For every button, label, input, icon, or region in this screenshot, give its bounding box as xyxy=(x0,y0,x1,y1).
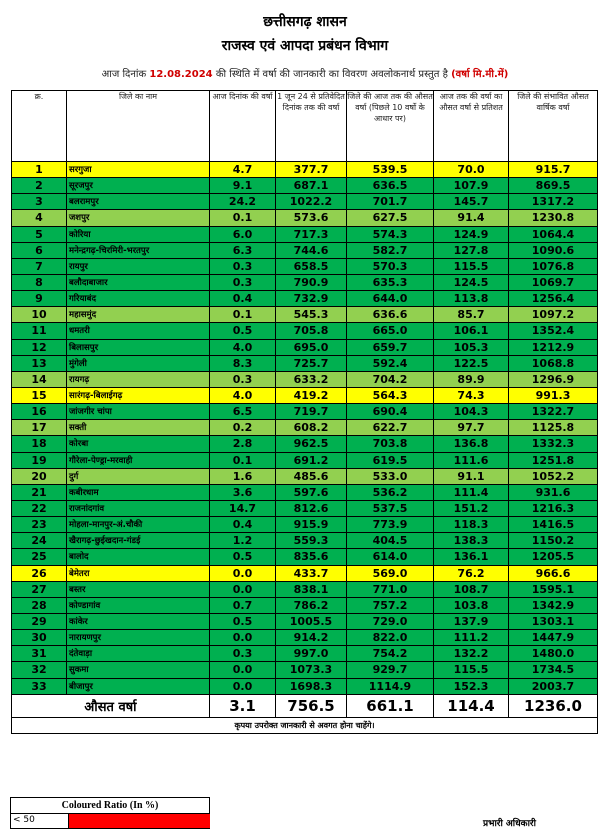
row-avg-till-date: 537.5 xyxy=(347,500,434,516)
row-today-rain: 0.1 xyxy=(210,210,276,226)
row-annual-avg: 869.5 xyxy=(509,178,598,194)
row-today-rain: 0.4 xyxy=(210,291,276,307)
row-avg-till-date: 773.9 xyxy=(347,517,434,533)
row-today-rain: 0.4 xyxy=(210,517,276,533)
row-since-june: 717.3 xyxy=(276,226,347,242)
row-annual-avg: 1480.0 xyxy=(509,646,598,662)
header-subtitle: राजस्व एवं आपदा प्रबंधन विभाग xyxy=(221,38,389,54)
row-district-name: नारायणपुर xyxy=(67,630,210,646)
row-serial: 4 xyxy=(12,210,67,226)
row-percent: 124.9 xyxy=(434,226,509,242)
table-row xyxy=(12,355,598,371)
row-avg-till-date: 822.0 xyxy=(347,630,434,646)
row-today-rain: 1.6 xyxy=(210,468,276,484)
row-serial: 9 xyxy=(12,291,67,307)
row-annual-avg: 1064.4 xyxy=(509,226,598,242)
row-serial: 11 xyxy=(12,323,67,339)
row-today-rain: 0.3 xyxy=(210,274,276,290)
table-row xyxy=(12,517,598,533)
row-district-name: खैरागढ़-छुईखदान-गंडई xyxy=(67,533,210,549)
row-district-name: बालोद xyxy=(67,549,210,565)
row-serial: 14 xyxy=(12,371,67,387)
row-annual-avg: 1256.4 xyxy=(509,291,598,307)
report-date: 12.08.2024 xyxy=(149,69,213,80)
row-annual-avg: 1230.8 xyxy=(509,210,598,226)
row-annual-avg: 915.7 xyxy=(509,162,598,178)
row-today-rain: 4.0 xyxy=(210,339,276,355)
average-percent: 114.4 xyxy=(434,694,509,717)
row-today-rain: 0.2 xyxy=(210,420,276,436)
row-since-june: 633.2 xyxy=(276,371,347,387)
row-serial: 19 xyxy=(12,452,67,468)
row-district-name: बीजापुर xyxy=(67,678,210,694)
row-today-rain: 0.0 xyxy=(210,662,276,678)
row-percent: 137.9 xyxy=(434,613,509,629)
row-annual-avg: 1150.2 xyxy=(509,533,598,549)
row-district-name: दंतेवाड़ा xyxy=(67,646,210,662)
row-avg-till-date: 635.3 xyxy=(347,274,434,290)
row-since-june: 608.2 xyxy=(276,420,347,436)
row-avg-till-date: 536.2 xyxy=(347,484,434,500)
row-annual-avg: 1416.5 xyxy=(509,517,598,533)
row-avg-till-date: 704.2 xyxy=(347,371,434,387)
row-percent: 124.5 xyxy=(434,274,509,290)
row-percent: 85.7 xyxy=(434,307,509,323)
row-annual-avg: 1052.2 xyxy=(509,468,598,484)
row-serial: 6 xyxy=(12,242,67,258)
row-annual-avg: 1205.5 xyxy=(509,549,598,565)
row-since-june: 377.7 xyxy=(276,162,347,178)
row-avg-till-date: 703.8 xyxy=(347,436,434,452)
table-row xyxy=(12,630,598,646)
row-serial: 32 xyxy=(12,662,67,678)
table-row xyxy=(12,662,598,678)
row-percent: 138.3 xyxy=(434,533,509,549)
row-annual-avg: 1069.7 xyxy=(509,274,598,290)
row-percent: 91.1 xyxy=(434,468,509,484)
row-district-name: जांजगीर चांपा xyxy=(67,404,210,420)
row-annual-avg: 1734.5 xyxy=(509,662,598,678)
row-avg-till-date: 665.0 xyxy=(347,323,434,339)
row-since-june: 812.6 xyxy=(276,500,347,516)
row-district-name: बलौदाबाजार xyxy=(67,274,210,290)
table-row xyxy=(12,613,598,629)
average-today: 3.1 xyxy=(210,694,276,717)
col-district: जिले का नाम xyxy=(67,91,210,162)
row-percent: 118.3 xyxy=(434,517,509,533)
row-avg-till-date: 644.0 xyxy=(347,291,434,307)
row-annual-avg: 931.6 xyxy=(509,484,598,500)
row-today-rain: 0.5 xyxy=(210,613,276,629)
col-today-rain: आज दिनांक की वर्षा xyxy=(210,91,276,162)
row-district-name: धमतरी xyxy=(67,323,210,339)
row-district-name: बलरामपुर xyxy=(67,194,210,210)
row-avg-till-date: 627.5 xyxy=(347,210,434,226)
note-text: कृपया उपरोक्त जानकारी से अवगत होना चाहेंगे। xyxy=(12,717,598,733)
table-row xyxy=(12,307,598,323)
row-today-rain: 6.5 xyxy=(210,404,276,420)
row-avg-till-date: 690.4 xyxy=(347,404,434,420)
row-annual-avg: 1212.9 xyxy=(509,339,598,355)
table-row xyxy=(12,420,598,436)
row-today-rain: 9.1 xyxy=(210,178,276,194)
legend-key: < 50 xyxy=(13,815,35,825)
row-today-rain: 0.3 xyxy=(210,646,276,662)
row-district-name: गरियाबंद xyxy=(67,291,210,307)
row-since-june: 695.0 xyxy=(276,339,347,355)
row-district-name: कोण्डागांव xyxy=(67,597,210,613)
row-since-june: 597.6 xyxy=(276,484,347,500)
row-annual-avg: 991.3 xyxy=(509,387,598,403)
row-avg-till-date: 636.5 xyxy=(347,178,434,194)
row-since-june: 838.1 xyxy=(276,581,347,597)
row-avg-till-date: 574.3 xyxy=(347,226,434,242)
col-serial: क्र. xyxy=(12,91,67,162)
row-serial: 20 xyxy=(12,468,67,484)
row-today-rain: 0.1 xyxy=(210,307,276,323)
row-today-rain: 0.0 xyxy=(210,565,276,581)
row-percent: 108.7 xyxy=(434,581,509,597)
row-serial: 13 xyxy=(12,355,67,371)
row-avg-till-date: 771.0 xyxy=(347,581,434,597)
legend-title: Coloured Ratio (In %) xyxy=(11,798,209,814)
row-avg-till-date: 570.3 xyxy=(347,258,434,274)
row-serial: 23 xyxy=(12,517,67,533)
table-row xyxy=(12,371,598,387)
row-percent: 115.5 xyxy=(434,258,509,274)
row-today-rain: 4.0 xyxy=(210,387,276,403)
row-annual-avg: 1595.1 xyxy=(509,581,598,597)
row-today-rain: 8.3 xyxy=(210,355,276,371)
row-today-rain: 0.0 xyxy=(210,678,276,694)
average-label: औसत वर्षा xyxy=(12,694,210,717)
table-row xyxy=(12,226,598,242)
col-since-june: 1 जून 24 से प्रतिवेदित दिनांक तक की वर्षा xyxy=(276,91,347,162)
row-district-name: कोरिया xyxy=(67,226,210,242)
row-avg-till-date: 701.7 xyxy=(347,194,434,210)
row-today-rain: 3.6 xyxy=(210,484,276,500)
row-avg-till-date: 533.0 xyxy=(347,468,434,484)
row-since-june: 559.3 xyxy=(276,533,347,549)
row-district-name: गौरेला-पेण्ड्रा-मरवाही xyxy=(67,452,210,468)
rainfall-table xyxy=(11,90,598,734)
row-annual-avg: 1303.1 xyxy=(509,613,598,629)
table-row xyxy=(12,452,598,468)
row-annual-avg: 2003.7 xyxy=(509,678,598,694)
row-percent: 74.3 xyxy=(434,387,509,403)
row-since-june: 1005.5 xyxy=(276,613,347,629)
row-percent: 151.2 xyxy=(434,500,509,516)
row-avg-till-date: 539.5 xyxy=(347,162,434,178)
legend-row xyxy=(11,814,209,828)
row-today-rain: 0.0 xyxy=(210,630,276,646)
row-serial: 16 xyxy=(12,404,67,420)
row-annual-avg: 1332.3 xyxy=(509,436,598,452)
row-annual-avg: 1296.9 xyxy=(509,371,598,387)
table-row xyxy=(12,597,598,613)
average-avg-till: 661.1 xyxy=(347,694,434,717)
row-percent: 70.0 xyxy=(434,162,509,178)
row-serial: 8 xyxy=(12,274,67,290)
row-percent: 97.7 xyxy=(434,420,509,436)
color-legend xyxy=(10,797,210,829)
row-avg-till-date: 622.7 xyxy=(347,420,434,436)
row-district-name: सरगुजा xyxy=(67,162,210,178)
row-district-name: रायपुर xyxy=(67,258,210,274)
table-row xyxy=(12,646,598,662)
row-since-june: 419.2 xyxy=(276,387,347,403)
row-avg-till-date: 592.4 xyxy=(347,355,434,371)
table-row xyxy=(12,242,598,258)
row-district-name: बस्तर xyxy=(67,581,210,597)
row-since-june: 915.9 xyxy=(276,517,347,533)
row-percent: 76.2 xyxy=(434,565,509,581)
row-avg-till-date: 564.3 xyxy=(347,387,434,403)
row-serial: 21 xyxy=(12,484,67,500)
row-percent: 107.9 xyxy=(434,178,509,194)
row-avg-till-date: 729.0 xyxy=(347,613,434,629)
row-percent: 145.7 xyxy=(434,194,509,210)
row-district-name: कबीरधाम xyxy=(67,484,210,500)
row-percent: 136.1 xyxy=(434,549,509,565)
col-avg-till-date: जिले की आज तक की औसत वर्षा (पिछले 10 वर्षो के आधार पर) xyxy=(347,91,434,162)
row-today-rain: 6.3 xyxy=(210,242,276,258)
table-row xyxy=(12,436,598,452)
header-title: छत्तीसगढ़ शासन xyxy=(263,14,347,30)
row-serial: 30 xyxy=(12,630,67,646)
row-serial: 27 xyxy=(12,581,67,597)
info-prefix: आज दिनांक xyxy=(101,69,147,80)
row-serial: 15 xyxy=(12,387,67,403)
row-avg-till-date: 582.7 xyxy=(347,242,434,258)
row-today-rain: 0.3 xyxy=(210,258,276,274)
row-percent: 106.1 xyxy=(434,323,509,339)
row-district-name: बेमेतरा xyxy=(67,565,210,581)
row-since-june: 725.7 xyxy=(276,355,347,371)
row-district-name: जशपुर xyxy=(67,210,210,226)
row-today-rain: 0.7 xyxy=(210,597,276,613)
row-today-rain: 14.7 xyxy=(210,500,276,516)
table-row xyxy=(12,404,598,420)
row-since-june: 786.2 xyxy=(276,597,347,613)
row-district-name: कांकेर xyxy=(67,613,210,629)
row-serial: 10 xyxy=(12,307,67,323)
row-since-june: 790.9 xyxy=(276,274,347,290)
row-since-june: 658.5 xyxy=(276,258,347,274)
row-percent: 152.3 xyxy=(434,678,509,694)
table-row xyxy=(12,387,598,403)
table-row xyxy=(12,162,598,178)
row-today-rain: 1.2 xyxy=(210,533,276,549)
row-serial: 17 xyxy=(12,420,67,436)
table-row xyxy=(12,178,598,194)
table-header-row xyxy=(12,91,598,162)
row-today-rain: 0.5 xyxy=(210,323,276,339)
row-serial: 7 xyxy=(12,258,67,274)
row-annual-avg: 1317.2 xyxy=(509,194,598,210)
note-row xyxy=(12,717,598,733)
row-percent: 132.2 xyxy=(434,646,509,662)
row-avg-till-date: 636.6 xyxy=(347,307,434,323)
row-today-rain: 0.3 xyxy=(210,371,276,387)
row-since-june: 573.6 xyxy=(276,210,347,226)
row-today-rain: 2.8 xyxy=(210,436,276,452)
row-serial: 29 xyxy=(12,613,67,629)
row-district-name: बिलासपुर xyxy=(67,339,210,355)
row-district-name: सुकमा xyxy=(67,662,210,678)
row-since-june: 545.3 xyxy=(276,307,347,323)
row-district-name: राजनांदगांव xyxy=(67,500,210,516)
row-since-june: 962.5 xyxy=(276,436,347,452)
row-district-name: महासमुंद xyxy=(67,307,210,323)
table-row xyxy=(12,468,598,484)
report-info-line xyxy=(0,66,610,80)
row-percent: 105.3 xyxy=(434,339,509,355)
row-district-name: सक्ती xyxy=(67,420,210,436)
row-percent: 111.6 xyxy=(434,452,509,468)
table-row xyxy=(12,339,598,355)
row-district-name: मनेन्द्रगढ़-चिरमिरी-भरतपुर xyxy=(67,242,210,258)
row-avg-till-date: 757.2 xyxy=(347,597,434,613)
row-annual-avg: 1251.8 xyxy=(509,452,598,468)
row-avg-till-date: 569.0 xyxy=(347,565,434,581)
row-percent: 127.8 xyxy=(434,242,509,258)
row-since-june: 1073.3 xyxy=(276,662,347,678)
row-annual-avg: 1216.3 xyxy=(509,500,598,516)
row-annual-avg: 1322.7 xyxy=(509,404,598,420)
row-since-june: 744.6 xyxy=(276,242,347,258)
row-today-rain: 0.1 xyxy=(210,452,276,468)
row-since-june: 1698.3 xyxy=(276,678,347,694)
row-serial: 33 xyxy=(12,678,67,694)
row-serial: 24 xyxy=(12,533,67,549)
row-since-june: 719.7 xyxy=(276,404,347,420)
row-since-june: 433.7 xyxy=(276,565,347,581)
row-today-rain: 0.0 xyxy=(210,581,276,597)
row-since-june: 997.0 xyxy=(276,646,347,662)
row-today-rain: 0.5 xyxy=(210,549,276,565)
row-district-name: रायगढ़ xyxy=(67,371,210,387)
row-serial: 3 xyxy=(12,194,67,210)
row-avg-till-date: 614.0 xyxy=(347,549,434,565)
table-body xyxy=(12,162,598,695)
row-annual-avg: 1352.4 xyxy=(509,323,598,339)
row-district-name: कोरबा xyxy=(67,436,210,452)
average-since-june: 756.5 xyxy=(276,694,347,717)
row-since-june: 687.1 xyxy=(276,178,347,194)
row-annual-avg: 966.6 xyxy=(509,565,598,581)
row-serial: 28 xyxy=(12,597,67,613)
row-percent: 89.9 xyxy=(434,371,509,387)
table-row xyxy=(12,581,598,597)
row-since-june: 914.2 xyxy=(276,630,347,646)
row-today-rain: 24.2 xyxy=(210,194,276,210)
row-avg-till-date: 754.2 xyxy=(347,646,434,662)
table-row xyxy=(12,500,598,516)
row-percent: 103.8 xyxy=(434,597,509,613)
row-district-name: सारंगढ़-बिलाईगढ़ xyxy=(67,387,210,403)
row-since-june: 705.8 xyxy=(276,323,347,339)
col-percent: आज तक की वर्षा का औसत वर्षा से प्रतिशत xyxy=(434,91,509,162)
row-today-rain: 4.7 xyxy=(210,162,276,178)
row-since-june: 835.6 xyxy=(276,549,347,565)
row-district-name: सूरजपुर xyxy=(67,178,210,194)
row-percent: 111.2 xyxy=(434,630,509,646)
table-row xyxy=(12,533,598,549)
row-serial: 26 xyxy=(12,565,67,581)
row-serial: 18 xyxy=(12,436,67,452)
average-row xyxy=(12,694,598,717)
row-avg-till-date: 619.5 xyxy=(347,452,434,468)
row-avg-till-date: 659.7 xyxy=(347,339,434,355)
table-row xyxy=(12,258,598,274)
row-percent: 122.5 xyxy=(434,355,509,371)
row-annual-avg: 1342.9 xyxy=(509,597,598,613)
row-serial: 2 xyxy=(12,178,67,194)
row-serial: 5 xyxy=(12,226,67,242)
row-serial: 31 xyxy=(12,646,67,662)
row-percent: 91.4 xyxy=(434,210,509,226)
row-serial: 1 xyxy=(12,162,67,178)
row-avg-till-date: 404.5 xyxy=(347,533,434,549)
row-district-name: मुंगेली xyxy=(67,355,210,371)
row-percent: 115.5 xyxy=(434,662,509,678)
table-row xyxy=(12,323,598,339)
table-row xyxy=(12,194,598,210)
row-percent: 104.3 xyxy=(434,404,509,420)
row-district-name: दुर्ग xyxy=(67,468,210,484)
row-today-rain: 6.0 xyxy=(210,226,276,242)
row-annual-avg: 1076.8 xyxy=(509,258,598,274)
row-avg-till-date: 929.7 xyxy=(347,662,434,678)
row-annual-avg: 1125.8 xyxy=(509,420,598,436)
row-serial: 25 xyxy=(12,549,67,565)
row-since-june: 485.6 xyxy=(276,468,347,484)
row-annual-avg: 1068.8 xyxy=(509,355,598,371)
average-annual: 1236.0 xyxy=(509,694,598,717)
info-suffix: की स्थिति में वर्षा की जानकारी का विवरण अवलोकनार्थ प्रस्तुत है xyxy=(215,69,448,80)
row-since-june: 1022.2 xyxy=(276,194,347,210)
row-annual-avg: 1097.2 xyxy=(509,307,598,323)
table-row xyxy=(12,484,598,500)
table-row xyxy=(12,291,598,307)
legend-swatch-red xyxy=(68,814,210,828)
row-annual-avg: 1090.6 xyxy=(509,242,598,258)
row-percent: 111.4 xyxy=(434,484,509,500)
col-annual-avg: जिले की संभावित औसत वार्षिक वर्षा xyxy=(509,91,598,162)
row-percent: 136.8 xyxy=(434,436,509,452)
signature-label: प्रभारी अधिकारी xyxy=(483,819,536,829)
table-row xyxy=(12,678,598,694)
unit-label: (वर्षा मि.मी.में) xyxy=(451,69,509,80)
row-since-june: 691.2 xyxy=(276,452,347,468)
row-since-june: 732.9 xyxy=(276,291,347,307)
table-row xyxy=(12,565,598,581)
row-serial: 22 xyxy=(12,500,67,516)
row-percent: 113.8 xyxy=(434,291,509,307)
table-row xyxy=(12,274,598,290)
row-serial: 12 xyxy=(12,339,67,355)
table-row xyxy=(12,210,598,226)
row-district-name: मोहला-मानपुर-अं.चौकी xyxy=(67,517,210,533)
table-row xyxy=(12,549,598,565)
row-annual-avg: 1447.9 xyxy=(509,630,598,646)
row-avg-till-date: 1114.9 xyxy=(347,678,434,694)
